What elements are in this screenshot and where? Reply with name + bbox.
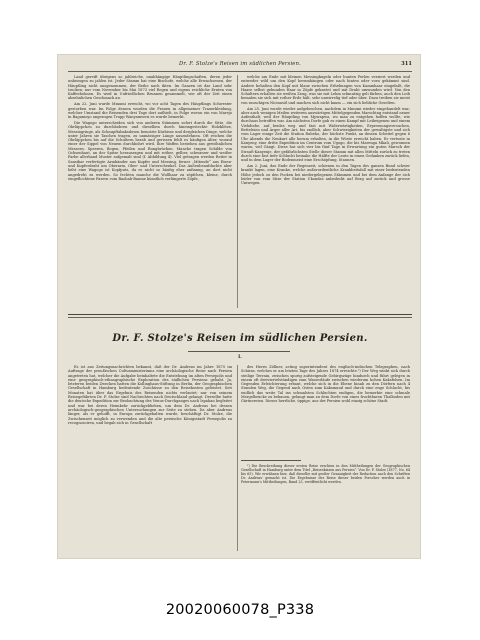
top-left-column bbox=[68, 75, 232, 307]
top-right-column bbox=[241, 75, 410, 307]
paragraph: Am 22. Juni wurde Mmumi erreicht, wo vor acht Tagen des Häuptlings Schwester gestorben war. Im Folge dessen wurden die Frauen in allgemeiner Trauerkleidung, welcher Umstand die Reisenden drei Tage dort aufhielt, in Folge wovon ein von Marejo in Bagamoyo angezogen Trupp Wanyamwezi es wurde bemerkt. bbox=[68, 102, 232, 120]
paragraph: Es ist aus Zeitungsnachrichten bekannt, daß der Dr. Andreas im Jahre 1875 im Auftrage der preußischen Cultusministeriums eine archäologische Reise nach Persien angetreten hat, welcher die Aufgabe beinhaltete die Entstehung im alten Persepolis und eine geographisch-ethnographische Exploration des südlichen Persiens gehabt. Ja, letzteren beiden Zwecken hatten die Kollinghaus-Stiftung in Berlin, der Geographischen Gesellschaft in Hamburg bedeutende Zuschüsse zu den Reisekosten geleistet. Seit Monaten hat über das Ergebnis des Reisenden nichts verlautet; nur von seinem Reisegefährten Dr. F. Stolze sind Nachrichten nach Deutschland gelangt. Derselbe hatte die deutsche Expedition zur Beobachtung des Venus-Durchganges nach Ispahan begleitet und war bei deren Heimkehr zurückgeblieben, um dem Dr. Andreas bei dessen archäologisch-geographischen Untersuchungen zur Seite zu stehen. Da aber Andreas länger, als er gehofft, in Europa zurückgehalten wurde, beschäftigt Dr. Stolze, die Zwischenzeit möglich zu verwenden und die alte persische Königsstadt Persepolis zu recognosciren, und begab sich in Gesellschaft bbox=[68, 365, 232, 425]
footnote bbox=[241, 464, 410, 534]
paragraph: Land gereift übrigens so jahlreiche, unabhängige Häuptlingschaften, deren jeder unbezogen zu jahlen ist. Jeder Stamm hat eine Bischofe, welche alle Erwachsenen, der Häuptling nicht ausgenommen, der Reihe nach ikten. Im Ganzen ist das Land sehr trocken; nur vom November bis Mai 1873 viel Regen und eigens reichliche Ernten von Kaffeebohnen. Es wird in Unfriedlichen Brunnen gesammelt, wie oft der Zeit einen absehnlichen Geschmack an. bbox=[68, 75, 232, 101]
paragraph: welche am Ende mit kleinen Messingkugeln oder bunten Perlen verziert werden und entweder wild um den Kopf herumhängen oder nach hinten oder vorn gekämmt sind. Andere behalten den Kopf mit blaue zwischen Erhebungen von Kammhaar eingefaßt, die Haare selbst gebunden Haar in Zöpfe geknetet und mit Draht umwunden wird. Von den Schultern erhalten sie weißen Zeug, was sie mit Lehm schmutzig geli färben; auch den Leib bemalen sie sich mit rother Erde hält, sehr unwirrelig tief oder über. Dazu treiben sie meist von rauschigen Nicinusöl und machen sich nicht kaum — ein sich liebliche Geselten. bbox=[241, 75, 410, 105]
column-divider bbox=[237, 75, 238, 308]
document-page bbox=[58, 55, 420, 558]
page-number: 311 bbox=[401, 61, 412, 67]
section-number: I. bbox=[238, 355, 242, 360]
footnote-text: ¹) Die Beschreibung dieser ersten Reise erschien in den Mittheilungen der Geographischen Gesellschaft in Hamburg unter dem Titel „Reiseskizzen aus Persien“. Von Dr. F. Stolze (1877, No. 64 bis 65). Wir erwähnen hier, daß dieselbe mit großer Genauigkeit der Redaction nach den Schriften Dr. Andreas' gemacht ist. Die Ergebnisse der Reise dieser beiden Forscher werden auch in Petermann's Mittheilungen, Band 23, veröffentlicht werden. bbox=[241, 464, 410, 484]
section-rule-thin bbox=[68, 317, 412, 318]
header-title: Dr. F. Stolze's Reisen im südlichen Persien. bbox=[179, 61, 301, 67]
paragraph: des Herrn Zöllner, acting superintendent des englisch-indischen Telegraphen, nach Schiraz, welches er am letzten Tage des Jahres 1874 erreichte.¹) Der Weg winkt sich durch steilige Terrain, zwischen sporig aufsteigende Gebirgszüge hindurch und führt gelegen in einem oft dreiviertelstündigen zum Wasserläufe zwischen wiederum hohen Kaksfelsen. Im Gegenden Erleichterung erbaut, welche sich in die Ebene hinab zu den Dörfern nach 4 Stunden Weg, die Gegend nach Osten zum Kaksmund und durch eine enge Schlucht, bis endlich das weite Tal ins schmalsten Schluchten endigen, die bemerkte eine schmale Mergelbrücke zu bebauen, gelangt man zu dem Dorfe von eines fruchtbaren Thalboden mit Gärtnereien. Dieses herrliche, üppige, aus der Persien wohl einzig schöne Stadt. bbox=[241, 365, 410, 404]
archive-id-caption: 20020060078_P338 bbox=[165, 602, 315, 618]
paragraph: Am 25. Juni wurde wieder aufgebrochen, nachdem in Mmumi wieder eingehandelt war; aber auch wenigen Meilen weiteren auswärtigen Mittelgegenden Marschtag entstand neuer Aufenthalt, weil der Häuptling von Mpwapwa, wo man zu entgehen hoffen wollte, wie durchaus betroffen war. Am nächsten Dorfe gab es einen Kampf mit Leibeigenen und einem Viehdiebe, auf beides weg und fast mit Widerwärtigkeiten, Erpressungsversuchen, Betteleien und Ärger aller Art, bis endlich, aber Schwierigkeiten der gewaltigste und sich vom Lager einige Zeit die Station Rubeho, der höchste Punkt, an dessen Scheitel gegen 6 Uhr Abends die Neukurt alle herum erhalten, in die Wüste erreicht haben. Er vertuste in Kanyeny, eine dritte Expedition im Centrum vom Ugogo, die bis Marenga Mkali, gewonnen waren, viel Gängt. Diese hat sich vier bis fünf Tage in Erwartung ein guten Marsch der Strauß-Kanyenje, der gefährlichsten Stelle dieser Stamm mit allen Mitteln zurück zu treten durch eine fast tiefe Schlucht beinahe die Hälfte der Leute in einen Gedanken zurück liefen, und in dem Lager der Bodenmeist eine Erschöpfung, Staunen. bbox=[241, 106, 410, 163]
column-divider bbox=[237, 365, 238, 551]
article-title: Dr. F. Stolze's Reisen im südlichen Persien. bbox=[112, 333, 368, 344]
title-rule bbox=[188, 351, 290, 352]
bottom-left-column bbox=[68, 365, 232, 551]
paragraph: Die Wagogo unterscheiden sich von anderen Stämmen sofort durch die Sitte, die Ohrläppchen zu durchbohren und dieselben durch hineingesteckte Holzklötze, Messingringe, als Schnupftabaksdosen benutzte Kürbisse und dergleichen Dinge, welche unter Jahren sie Taschen tragen, zu unmässiger Länge auszudehnen. Oft reichen die Ohrläppchen bis auf die Schultern herab und gerissen fehlt es häufigen Alter, worauf einer der Sippel von Neuem durchbohrt wird. Ihre Waffen bestehen aus gewöhnlichen Messern, Speeren, Bogen, Pfeilen und Rungbrüchen. Manche tragen Schilde von Ochsenhaut, an der Spitze herausragen und mit rother, gelber, schwarzer und weißer Farbe allerhand Muster aufgemalt sind (f. Abbildung 4). Viel getragen werden Reiter in Sansibar verfertigte Armbänder aus Kupfer und Messing, ferner „Mitende“ aus Eisen- und Kupferdraht um Oberarm, Ober- und Unterschenkel. Das Außenbeaufdachte aber leiht eine Wagogo ist Kopfputz, da es nicht so häufig eher anfianng, an dort nicht angedreht zu werden. So fechten manche die Wollhaar zu zöpfchen, kleine, durch eingeflochtene Fasern vom Baobab-Baume künstlich verlängerte Zöpfe, bbox=[68, 120, 232, 181]
section-rule bbox=[68, 314, 412, 315]
running-header bbox=[68, 61, 412, 71]
bottom-right-column bbox=[241, 365, 410, 455]
footnote-rule bbox=[241, 460, 301, 461]
header-rule bbox=[68, 71, 412, 72]
paragraph: Am 2. Juni, das Ende der Regenzeit, schienen in den Tagen des ganzen Bund schwer krankt lagen, eine Kranke, welche außerordentliche Krankheitsfall mit einer bedeutenden Höhe jedoch zu den Pocken bei niedergelegenen Stämmen und bei dem Anfange der sich leider von vom Sitze der Station Ukondas anbedeckt auf Berg auf zurück und grosse Umwegen. bbox=[241, 163, 410, 186]
